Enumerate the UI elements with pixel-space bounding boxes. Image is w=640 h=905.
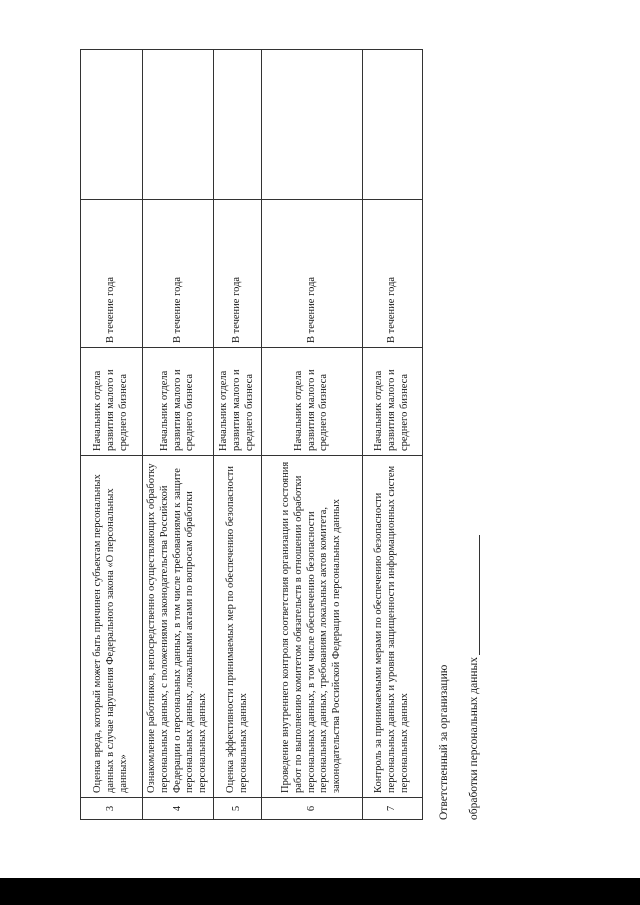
signature-line bbox=[479, 535, 480, 655]
activity-cell: Оценка эффективности принимаемых мер по обеспечению безопасности персональных данных bbox=[214, 456, 262, 798]
note-cell bbox=[143, 50, 214, 200]
activity-cell: Контроль за принимаемыми мерами по обеспечению безопасности персональных данных и уровня защищенности информационных систем персональных данных bbox=[363, 456, 423, 798]
responsible-title-line1: Ответственный за организацию bbox=[438, 664, 450, 820]
term-cell: В течение года bbox=[81, 200, 143, 348]
rotated-content bbox=[80, 50, 500, 820]
scan-bottom-edge bbox=[0, 878, 640, 905]
term-cell: В течение года bbox=[363, 200, 423, 348]
measures-table bbox=[80, 49, 423, 820]
table-row bbox=[214, 50, 262, 820]
term-cell: В течение года bbox=[143, 200, 214, 348]
activity-cell: Ознакомление работников, непосредственно осуществляющих обработку персональных данных, с положениями законодательства Российской Федерации о персональных данных, в том числе требованиями к защите персональных данных, локальными актами по вопросам обработки персональных данных bbox=[143, 456, 214, 798]
note-cell bbox=[214, 50, 262, 200]
responsible-cell: Начальник отдела развития малого и среднего бизнеса bbox=[363, 348, 423, 456]
responsible-cell: Начальник отдела развития малого и среднего бизнеса bbox=[81, 348, 143, 456]
term-cell: В течение года bbox=[262, 200, 363, 348]
row-number: 5 bbox=[214, 798, 262, 820]
note-cell bbox=[363, 50, 423, 200]
activity-cell: Проведение внутреннего контроля соответствия организации и состояния работ по выполнению комитетом обязательств в отношении обработки персональных данных, в том числе обеспечению безопасности персональных данных, требованиям локальных актов комитета, законодательства Российской Федерации о персональных данных bbox=[262, 456, 363, 798]
row-number: 6 bbox=[262, 798, 363, 820]
responsible-title-text: обработки персональных данных bbox=[468, 657, 480, 820]
activity-cell: Оценка вреда, который может быть причинен субъектам персональных данных в случае нарушения Федерального закона «О персональных данных» bbox=[81, 456, 143, 798]
row-number: 3 bbox=[81, 798, 143, 820]
row-number: 7 bbox=[363, 798, 423, 820]
row-number: 4 bbox=[143, 798, 214, 820]
responsible-cell: Начальник отдела развития малого и среднего бизнеса bbox=[214, 348, 262, 456]
table-row bbox=[262, 50, 363, 820]
note-cell bbox=[262, 50, 363, 200]
responsible-cell: Начальник отдела развития малого и среднего бизнеса bbox=[262, 348, 363, 456]
table-row bbox=[81, 50, 143, 820]
note-cell bbox=[81, 50, 143, 200]
term-cell: В течение года bbox=[214, 200, 262, 348]
responsible-cell: Начальник отдела развития малого и среднего бизнеса bbox=[143, 348, 214, 456]
table-row bbox=[143, 50, 214, 820]
table-row bbox=[363, 50, 423, 820]
responsible-title-line2 bbox=[468, 535, 480, 820]
